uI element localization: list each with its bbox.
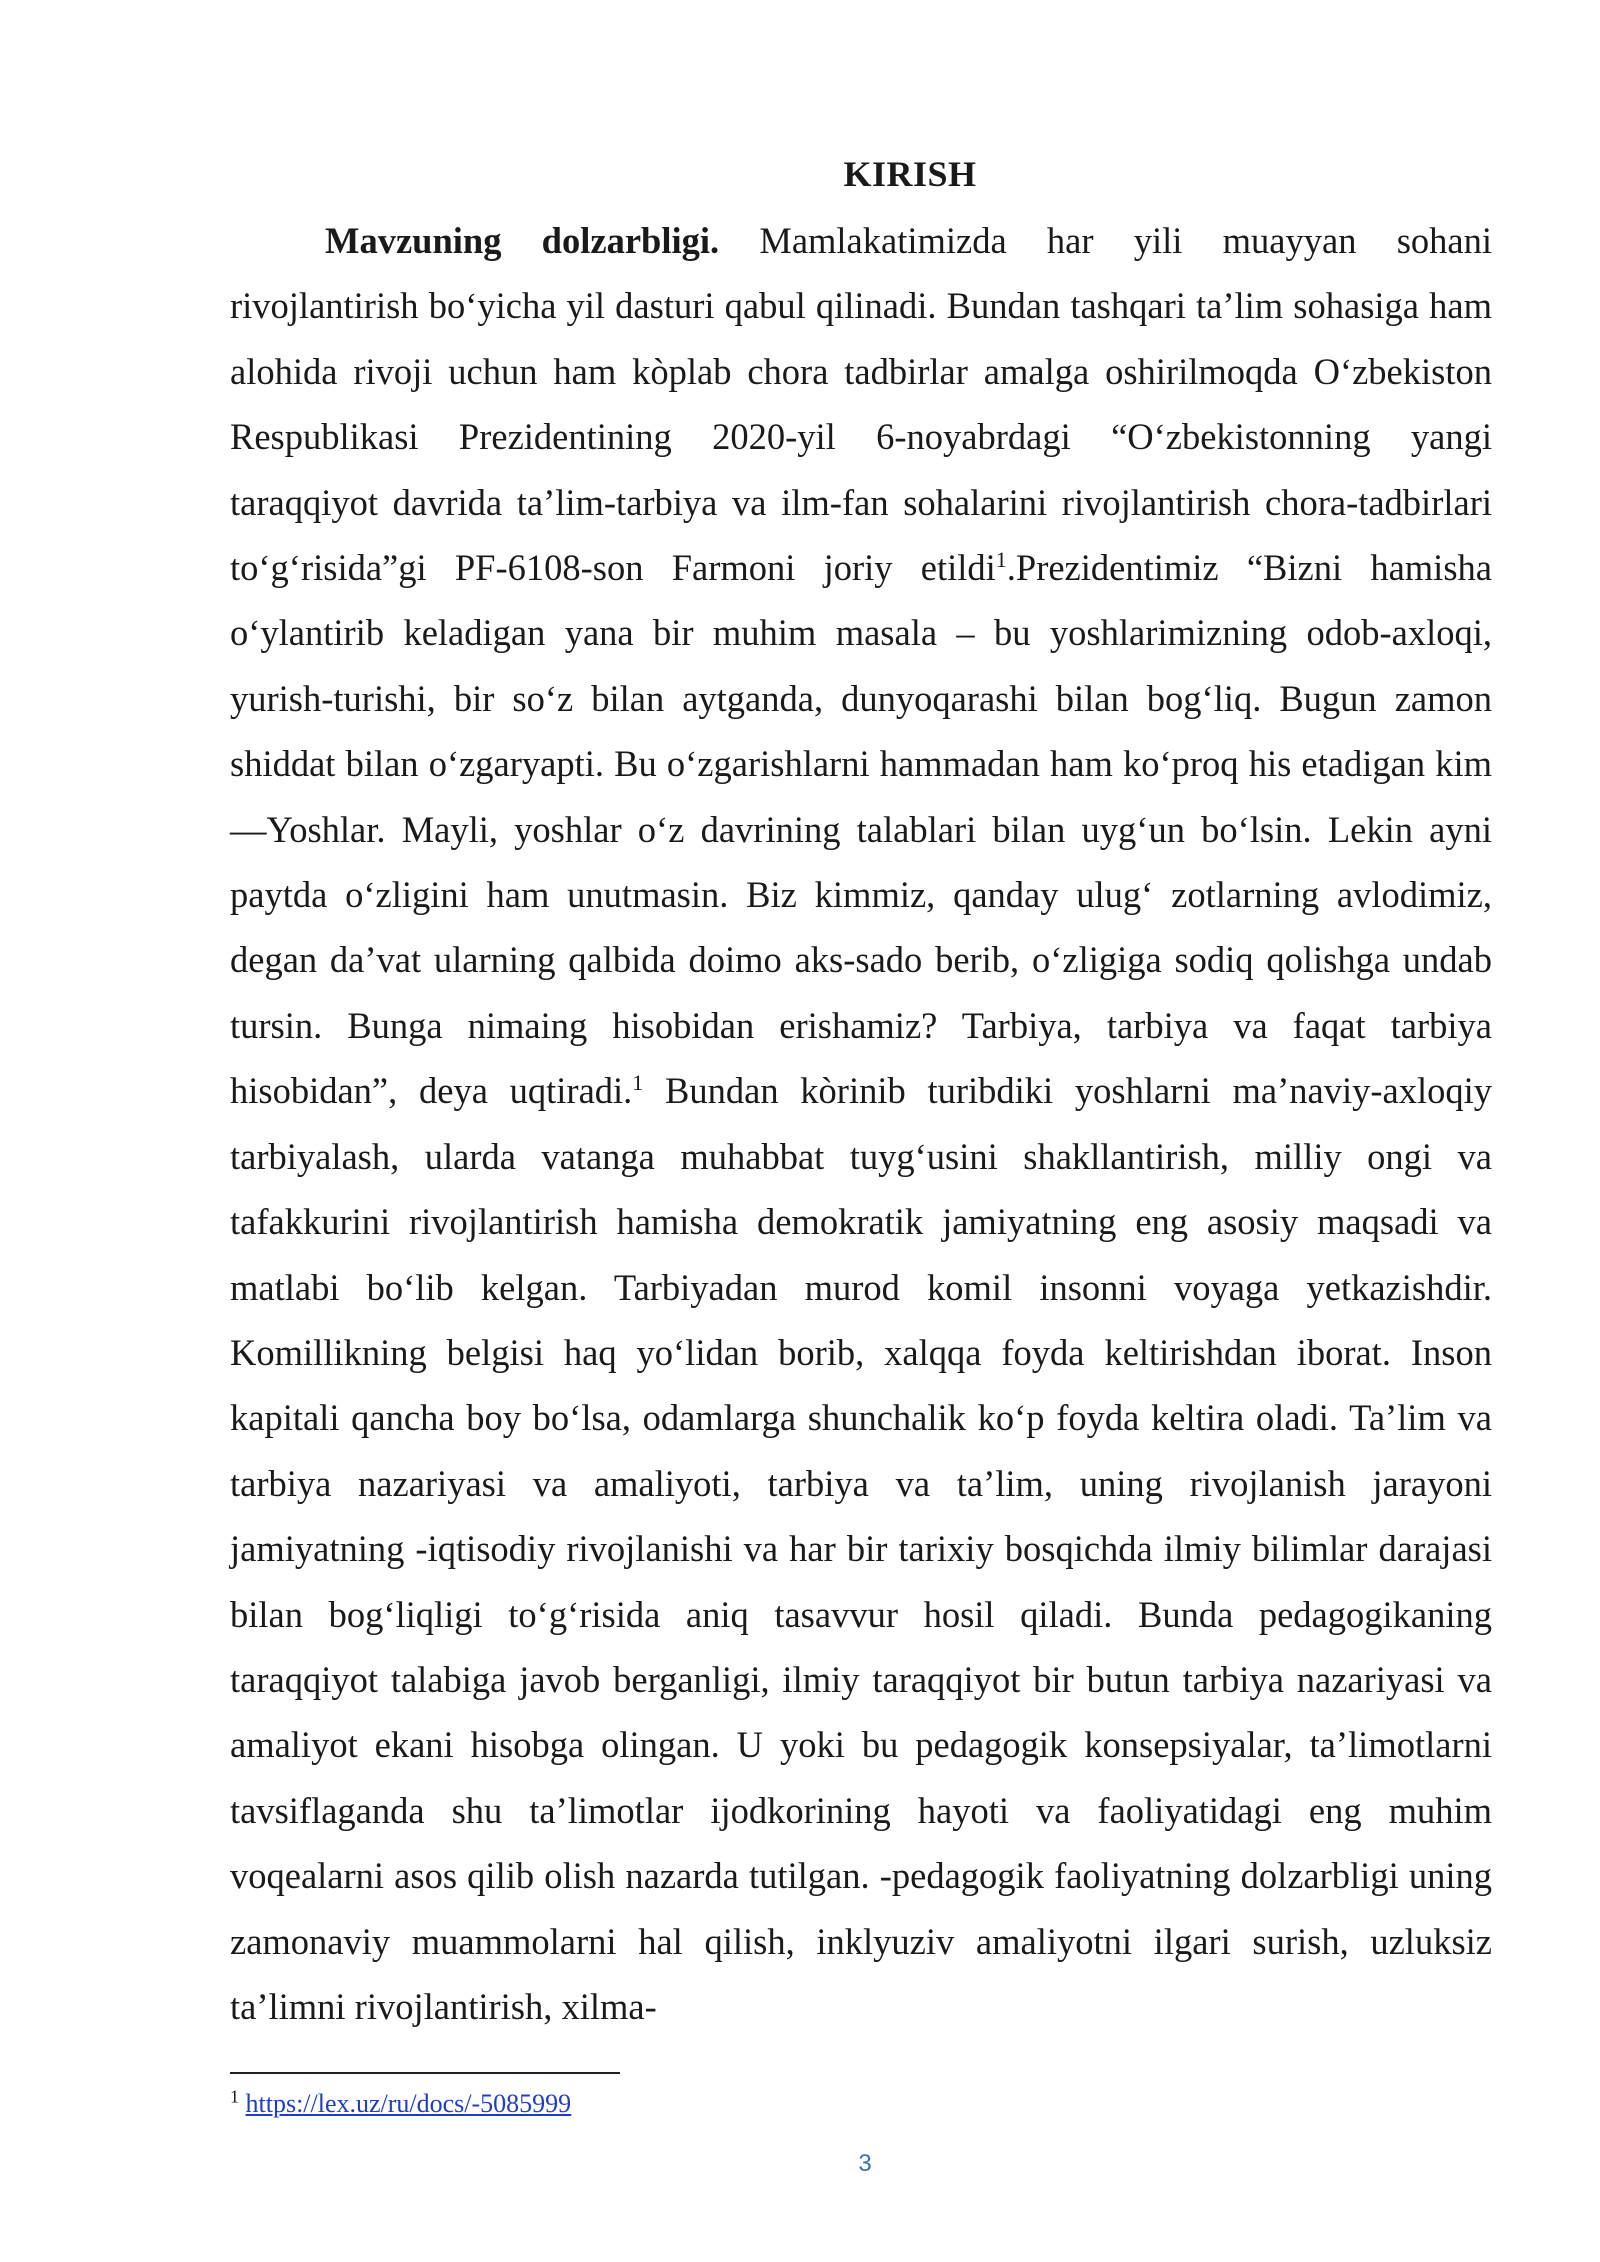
body-paragraph [230, 208, 1492, 2039]
footnote-link[interactable]: https://lex.uz/ru/docs/-5085999 [245, 2089, 572, 2118]
paragraph-lead: Mavzuning dolzarbligi. [325, 220, 720, 261]
paragraph-text-part-2: .Prezidentimiz “Bizni hamisha o‘ylantirib keladigan yana bir muhim masala – bu yoshlarimizning odob-axloqi, yurish-turishi, bir so‘z bilan aytganda, dunyoqarashi bilan bog‘liq. Bugun zamon shiddat bilan o‘zgaryapti. Bu o‘zgarishlarni hammadan ham ko‘proq his etadigan kim ―Yoshlar. Mayli, yoshlar o‘z davrining talablari bilan uyg‘un bo‘lsin. Lekin ayni paytda o‘zligini ham unutmasin. Biz kimmiz, qanday ulug‘ zotlarning avlodimiz, degan da’vat ularning qalbida doimo aks-sado berib, o‘zligiga sodiq qolishga undab tursin. Bunga nimaing hisobidan erishamiz? Tarbiya, tarbiya va faqat tarbiya hisobidan”, deya uqtiradi. [230, 547, 1492, 1112]
page-number: 3 [858, 2150, 872, 2177]
footnote-reference-1[interactable]: 1 [995, 546, 1007, 572]
footnote-number: 1 [230, 2086, 239, 2107]
footnote-separator [230, 2072, 620, 2074]
footnote [230, 2088, 571, 2120]
footnote-reference-2[interactable]: 1 [632, 1070, 644, 1096]
paragraph-text-part-3: Bundan kòrinib turibdiki yoshlarni ma’naviy-axloqiy tarbiyalash, ularda vatanga muhabbat tuyg‘usini shakllantirish, milliy ongi va tafakkurini rivojlantirish hamisha demokratik jamiyatning eng asosiy maqsadi va matlabi bo‘lib kelgan. Tarbiyadan murod komil insonni voyaga yetkazishdir. Komillikning belgisi haq yo‘lidan borib, xalqqa foyda keltirishdan iborat. Inson kapitali qancha boy bo‘lsa, odamlarga shunchalik ko‘p foyda keltira oladi. Ta’lim va tarbiya nazariyasi va amaliyoti, tarbiya va ta’lim, uning rivojlanish jarayoni jamiyatning -iqtisodiy rivojlanishi va har bir tarixiy bosqichda ilmiy bilimlar darajasi bilan bog‘liqligi to‘g‘risida aniq tasavvur hosil qiladi. Bunda pedagogikaning taraqqiyot talabiga javob berganligi, ilmiy taraqqiyot bir butun tarbiya nazariyasi va amaliyot ekani hisobga olingan. U yoki bu pedagogik konsepsiyalar, ta’limotlarni tavsiflaganda shu ta’limotlar ijodkorining hayoti va faoliyatidagi eng muhim voqealarni asos qilib olish nazarda tutilgan. -pedagogik faoliyatning dolzarbligi uning zamonaviy muammolarni hal qilish, inklyuziv amaliyotni ilgari surish, uzluksiz ta’limni rivojlantirish, xilma- [230, 1070, 1492, 2027]
paragraph-text-part-1: Mamlakatimizda har yili muayyan sohani rivojlantirish bo‘yicha yil dasturi qabul qilinadi. Bundan tashqari ta’lim sohasiga ham alohida rivoji uchun ham kòplab chora tadbirlar amalga oshirilmoqda O‘zbekiston Respublikasi Prezidentining 2020-yil 6-noyabrdagi “O‘zbekistonning yangi taraqqiyot davrida ta’lim-tarbiya va ilm-fan sohalarini rivojlantirish chora-tadbirlari to‘g‘risida”gi PF-6108-son Farmoni joriy etildi [230, 220, 1492, 589]
section-heading: KIRISH [843, 154, 977, 194]
